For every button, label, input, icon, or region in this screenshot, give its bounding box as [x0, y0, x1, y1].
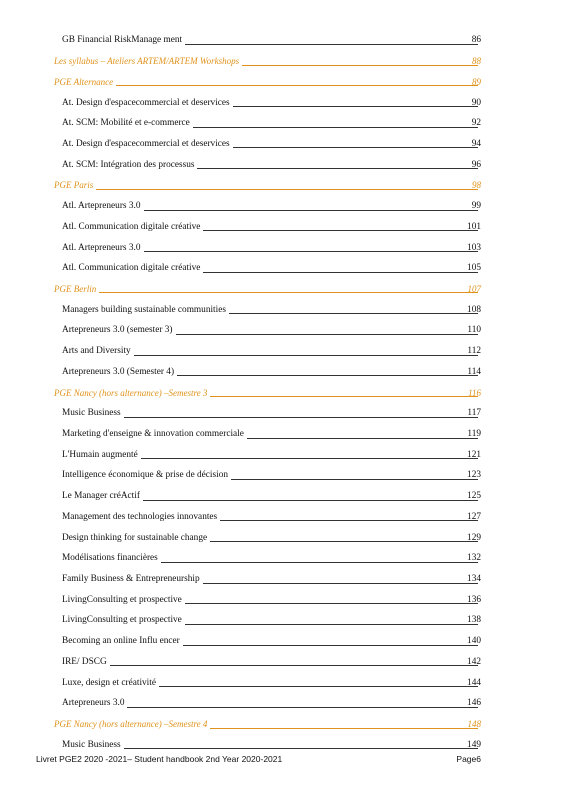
footer-page-number: Page6	[456, 754, 481, 764]
toc-page-number: 107	[467, 283, 481, 294]
toc-entry-title: Luxe, design et créativité	[62, 677, 156, 688]
toc-leader-line	[185, 603, 478, 604]
toc-entry-title: PGE Nancy (hors alternance) –Semestre 4	[54, 719, 208, 730]
toc-entry[interactable]	[0, 465, 566, 486]
toc-page-number: 136	[467, 594, 481, 605]
toc-page-number: 90	[471, 97, 481, 108]
toc-leader-line	[99, 292, 478, 293]
toc-page-number: 98	[472, 180, 481, 191]
toc-entry[interactable]	[0, 113, 566, 134]
toc-entry-title: Managers building sustainable communities	[62, 304, 226, 315]
toc-entry-title: LivingConsulting et prospective	[62, 594, 182, 605]
toc-entry[interactable]	[0, 237, 566, 258]
toc-leader-line	[116, 85, 478, 86]
toc-page-number: 92	[471, 118, 481, 129]
toc-entry-title: At. SCM: Mobilité et e-commerce	[62, 118, 190, 129]
toc-leader-line	[210, 541, 478, 542]
toc-section-heading[interactable]	[0, 51, 566, 72]
toc-entry[interactable]	[0, 507, 566, 528]
toc-entry[interactable]	[0, 216, 566, 237]
toc-section-heading[interactable]	[0, 714, 566, 735]
toc-section-heading[interactable]	[0, 175, 566, 196]
toc-leader-line	[210, 728, 478, 729]
toc-leader-line	[229, 313, 478, 314]
toc-leader-line	[159, 686, 478, 687]
toc-entry[interactable]	[0, 362, 566, 383]
toc-entry[interactable]	[0, 196, 566, 217]
toc-entry-title: Management des technologies innovantes	[62, 511, 218, 522]
table-of-contents	[0, 30, 566, 755]
toc-leader-line	[193, 127, 478, 128]
toc-leader-line	[127, 707, 478, 708]
toc-entry-title: PGE Berlin	[54, 283, 97, 294]
toc-leader-line	[247, 438, 478, 439]
toc-page-number: 116	[468, 387, 481, 398]
toc-page-number: 121	[467, 449, 481, 460]
toc-page-number: 88	[472, 56, 481, 67]
toc-leader-line	[176, 334, 479, 335]
toc-entry-title: L'Humain augmenté	[62, 449, 138, 460]
toc-entry-title: Artepreneurs 3.0	[62, 698, 125, 709]
toc-entry[interactable]	[0, 92, 566, 113]
toc-page-number: 105	[467, 263, 481, 274]
toc-entry-title: IRE/ DSCG	[62, 656, 107, 667]
toc-page-number: 140	[467, 636, 481, 647]
toc-entry-title: Modélisations financières	[62, 553, 158, 564]
toc-page-number: 86	[471, 35, 481, 46]
toc-page-number: 129	[467, 532, 481, 543]
toc-entry[interactable]	[0, 444, 566, 465]
toc-entry[interactable]	[0, 527, 566, 548]
toc-section-heading[interactable]	[0, 71, 566, 92]
toc-entry-title: Atl. Artepreneurs 3.0	[62, 201, 141, 212]
toc-leader-line	[141, 458, 478, 459]
toc-page-number: 132	[467, 553, 481, 564]
toc-entry[interactable]	[0, 299, 566, 320]
toc-page-number: 146	[467, 698, 481, 709]
toc-leader-line	[143, 500, 478, 501]
toc-entry-title: Atl. Artepreneurs 3.0	[62, 242, 141, 253]
toc-page-number: 89	[472, 76, 481, 87]
toc-page-number: 94	[471, 138, 481, 149]
toc-entry-title: Becoming an online Influ encer	[62, 636, 180, 647]
toc-page-number: 103	[467, 242, 481, 253]
toc-leader-line	[183, 645, 478, 646]
toc-entry[interactable]	[0, 424, 566, 445]
toc-entry-title: Design thinking for sustainable change	[62, 532, 208, 543]
toc-entry-title: At. Design d'espacecommercial et deservices	[62, 138, 230, 149]
toc-page-number: 112	[467, 346, 481, 357]
toc-entry-title: Marketing d'enseigne & innovation commerciale	[62, 429, 244, 440]
toc-leader-line	[233, 147, 478, 148]
toc-entry[interactable]	[0, 672, 566, 693]
toc-leader-line	[161, 562, 478, 563]
toc-leader-line	[203, 583, 478, 584]
toc-section-heading[interactable]	[0, 382, 566, 403]
toc-entry[interactable]	[0, 154, 566, 175]
toc-entry[interactable]	[0, 341, 566, 362]
toc-leader-line	[203, 272, 478, 273]
toc-entry[interactable]	[0, 631, 566, 652]
page-footer	[36, 754, 481, 764]
toc-leader-line	[110, 665, 478, 666]
toc-leader-line	[124, 417, 478, 418]
toc-entry[interactable]	[0, 320, 566, 341]
toc-page-number: 125	[467, 491, 481, 502]
toc-page-number: 119	[467, 429, 481, 440]
toc-page-number: 148	[467, 719, 481, 730]
toc-page-number: 117	[467, 408, 481, 419]
toc-leader-line	[203, 230, 478, 231]
toc-entry[interactable]	[0, 486, 566, 507]
toc-page-number: 96	[471, 159, 481, 170]
toc-page-number: 114	[467, 366, 481, 377]
toc-entry-title: PGE Paris	[54, 180, 94, 191]
toc-leader-line	[210, 396, 478, 397]
toc-page-number: 149	[467, 739, 481, 750]
toc-entry-title: Artepreneurs 3.0 (semester 3)	[62, 325, 173, 336]
toc-entry-title: Atl. Communication digitale créative	[62, 263, 201, 274]
footer-handbook-title: Livret PGE2 2020 -2021– Student handbook 2nd Year 2020-2021	[36, 754, 283, 764]
toc-entry-title: LivingConsulting et prospective	[62, 615, 182, 626]
toc-leader-line	[177, 375, 478, 376]
toc-leader-line	[233, 106, 478, 107]
toc-leader-line	[96, 189, 478, 190]
toc-entry-title: Family Business & Entrepreneurship	[62, 574, 200, 585]
toc-entry-title: Arts and Diversity	[62, 346, 131, 357]
toc-entry-title: Intelligence économique & prise de décision	[62, 470, 228, 481]
toc-entry[interactable]	[0, 734, 566, 755]
toc-entry-title: Atl. Communication digitale créative	[62, 221, 201, 232]
toc-entry[interactable]	[0, 258, 566, 279]
toc-entry[interactable]	[0, 589, 566, 610]
toc-entry-title: PGE Alternance	[54, 76, 114, 87]
toc-entry[interactable]	[0, 134, 566, 155]
toc-entry[interactable]	[0, 403, 566, 424]
toc-leader-line	[185, 624, 478, 625]
toc-entry[interactable]	[0, 652, 566, 673]
toc-leader-line	[144, 210, 479, 211]
toc-entry-title: At. Design d'espacecommercial et deservices	[62, 97, 230, 108]
toc-page-number: 108	[467, 304, 481, 315]
toc-leader-line	[197, 168, 478, 169]
toc-page-number: 142	[467, 656, 481, 667]
toc-entry-title: Music Business	[62, 408, 121, 419]
toc-entry[interactable]	[0, 693, 566, 714]
toc-entry[interactable]	[0, 548, 566, 569]
toc-section-heading[interactable]	[0, 279, 566, 300]
toc-leader-line	[134, 355, 478, 356]
toc-leader-line	[144, 251, 479, 252]
toc-entry[interactable]	[0, 569, 566, 590]
toc-leader-line	[124, 748, 478, 749]
toc-page-number: 99	[471, 201, 481, 212]
toc-entry-title: Artepreneurs 3.0 (Semester 4)	[62, 366, 175, 377]
toc-entry-title: Music Business	[62, 739, 121, 750]
toc-page-number: 110	[467, 325, 481, 336]
toc-entry[interactable]	[0, 30, 566, 51]
toc-entry-title: At. SCM: Intégration des processus	[62, 159, 195, 170]
toc-leader-line	[220, 520, 478, 521]
toc-page-number: 144	[467, 677, 481, 688]
toc-entry-title: Les syllabus – Ateliers ARTEM/ARTEM Workshops	[54, 56, 240, 67]
toc-leader-line	[242, 65, 478, 66]
toc-page-number: 123	[467, 470, 481, 481]
toc-page-number: 134	[467, 574, 481, 585]
toc-page-number: 127	[467, 511, 481, 522]
toc-page-number: 101	[467, 221, 481, 232]
toc-page-number: 138	[467, 615, 481, 626]
toc-leader-line	[231, 479, 478, 480]
toc-leader-line	[185, 44, 478, 45]
toc-entry-title: Le Manager créActif	[62, 491, 140, 502]
toc-entry[interactable]	[0, 610, 566, 631]
toc-entry-title: GB Financial RiskManage ment	[62, 35, 183, 46]
toc-entry-title: PGE Nancy (hors alternance) –Semestre 3	[54, 387, 208, 398]
